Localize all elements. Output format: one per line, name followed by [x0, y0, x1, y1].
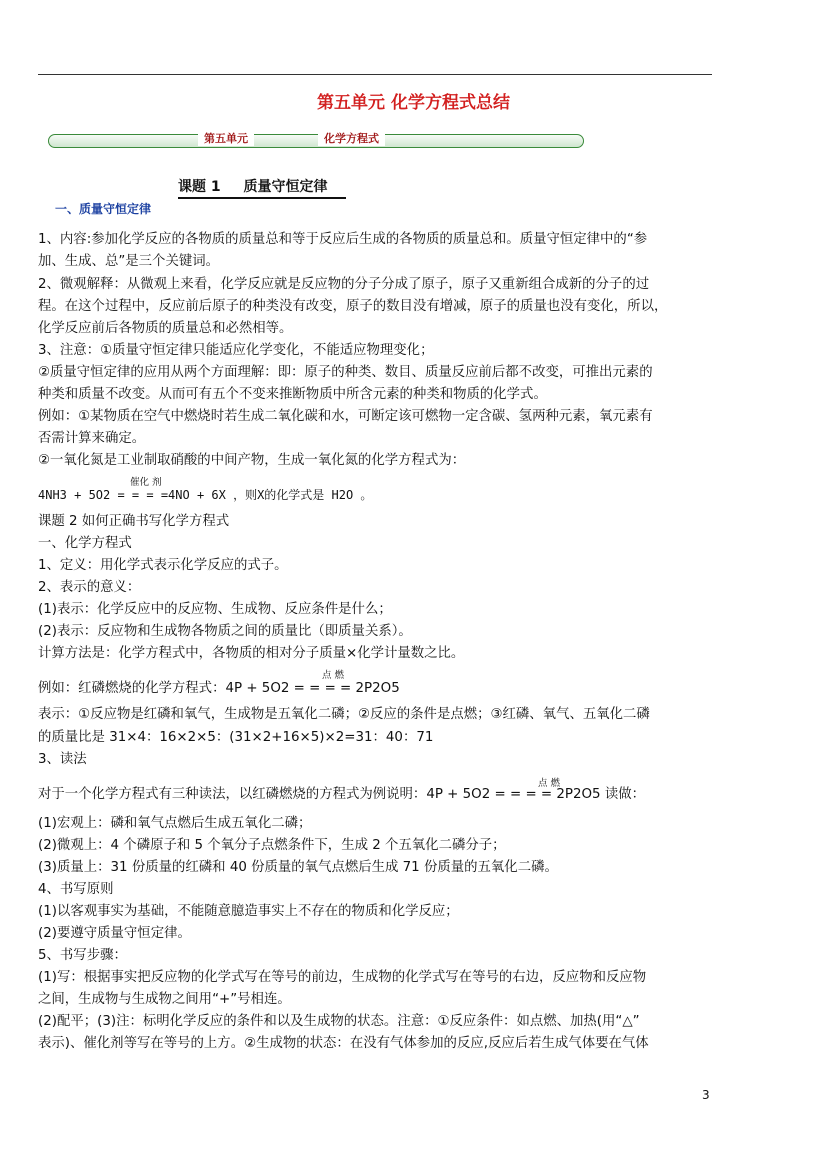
banner-bar [48, 134, 584, 148]
text-line: 计算方法是：化学方程式中，各物质的相对分子质量×化学计量数之比。 [38, 646, 465, 661]
page-number: 3 [702, 1088, 710, 1102]
text-line: (1)以客观事实为基础，不能随意臆造事实上不存在的物质和化学反应； [38, 904, 459, 919]
banner-unit-label: 第五单元 [198, 130, 254, 146]
unit-banner [48, 126, 588, 152]
document-title: 第五单元 化学方程式总结 [317, 93, 510, 113]
lesson-1-heading [178, 176, 346, 199]
ignite-condition: 点 燃 [538, 778, 561, 789]
text-line: 2、表示的意义： [38, 580, 141, 595]
text-line: (1)宏观上：磷和氧气点燃后生成五氧化二磷； [38, 816, 312, 831]
text-line: (2)配平；(3)注：标明化学反应的条件和以及生成物的状态。注意：①反应条件：如点燃、加热(用“△” [38, 1014, 640, 1029]
text-line: 5、书写步骤： [38, 948, 127, 963]
section-1-heading: 一、质量守恒定律 [55, 202, 152, 216]
banner-topic-label: 化学方程式 [318, 130, 385, 146]
text-line: 否需计算来确定。 [38, 431, 146, 446]
lesson-2-heading: 课题 2 如何正确书写化学方程式 [38, 514, 230, 529]
text-line: 表示：①反应物是红磷和氧气，生成物是五氧化二磷；②反应的条件是点燃；③红磷、氧气、五氧化二磷 [38, 707, 650, 722]
text-line: (1)表示：化学反应中的反应物、生成物、反应条件是什么； [38, 602, 392, 617]
text-line: 3、读法 [38, 752, 87, 767]
ignite-condition: 点 燃 [322, 670, 345, 681]
text-line: 的质量比是 31×4：16×2×5：(31×2+16×5)×2=31：40：71 [38, 730, 434, 745]
text-line: 3、注意：①质量守恒定律只能适应化学变化，不能适应物理变化； [38, 343, 434, 358]
text-line: 种类和质量不改变。从而可有五个不变来推断物质中所含元素的种类和物质的化学式。 [38, 387, 547, 402]
text-line: (3)质量上：31 份质量的红磷和 40 份质量的氧气点燃后生成 71 份质量的五氧化二磷。 [38, 860, 558, 875]
text-line: 表示)、催化剂等写在等号的上方。②生成物的状态：在没有气体参加的反应,反应后若生成气体要在气体 [38, 1036, 649, 1051]
catalyst-condition: 催化 剂 [130, 477, 162, 488]
text-line: 加、生成、总”是三个关键词。 [38, 254, 220, 269]
text-line: (2)表示：反应物和生成物各物质之间的质量比（即质量关系）。 [38, 624, 412, 639]
text-line: (2)要遵守质量守恒定律。 [38, 926, 191, 941]
text-line: 2、微观解释：从微观上来看，化学反应就是反应物的分子分成了原子，原子又重新组合成新的分子的过 [38, 277, 650, 292]
header-rule [38, 74, 712, 75]
text-line: 例如：①某物质在空气中燃烧时若生成二氧化碳和水，可断定该可燃物一定含碳、氢两种元素，氧元素有 [38, 409, 653, 424]
text-line: ②一氧化氮是工业制取硝酸的中间产物，生成一氧化氮的化学方程式为： [38, 453, 466, 468]
text-line: (1)写：根据事实把反应物的化学式写在等号的前边，生成物的化学式写在等号的右边，反应物和反应物 [38, 970, 647, 985]
equation-line: 例如：红磷燃烧的化学方程式：4P + 5O2 = = = = 2P2O5 [38, 681, 400, 696]
text-line: ②质量守恒定律的应用从两个方面理解：即：原子的种类、数目、质量反应前后都不改变，可推出元素的 [38, 365, 653, 380]
text-line: 4、书写原则 [38, 882, 114, 897]
text-line: 一、化学方程式 [38, 536, 132, 551]
lesson-1-label: 课题 1 [178, 179, 221, 195]
text-line: 1、内容:参加化学反应的各物质的质量总和等于反应后生成的各物质的质量总和。质量守恒定律中的“参 [38, 232, 648, 247]
text-line: 1、定义：用化学式表示化学反应的式子。 [38, 558, 288, 573]
text-line: 之间，生成物与生成物之间用“+”号相连。 [38, 992, 291, 1007]
text-line: 化学反应前后各物质的质量总和必然相等。 [38, 321, 293, 336]
text-line: 程。在这个过程中，反应前后原子的种类没有改变，原子的数目没有增减，原子的质量也没有变化，所以， [38, 299, 668, 314]
equation-line: 4NH3 + 5O2 = = = =4NO + 6X ，则X的化学式是 H2O 。 [38, 488, 373, 502]
text-line: (2)微观上：4 个磷原子和 5 个氧分子点燃条件下，生成 2 个五氧化二磷分子； [38, 838, 506, 853]
text-line: 对于一个化学方程式有三种读法，以红磷燃烧的方程式为例说明：4P + 5O2 = = = = 2P2O5 读做： [38, 787, 645, 802]
lesson-1-name: 质量守恒定律 [243, 179, 328, 195]
